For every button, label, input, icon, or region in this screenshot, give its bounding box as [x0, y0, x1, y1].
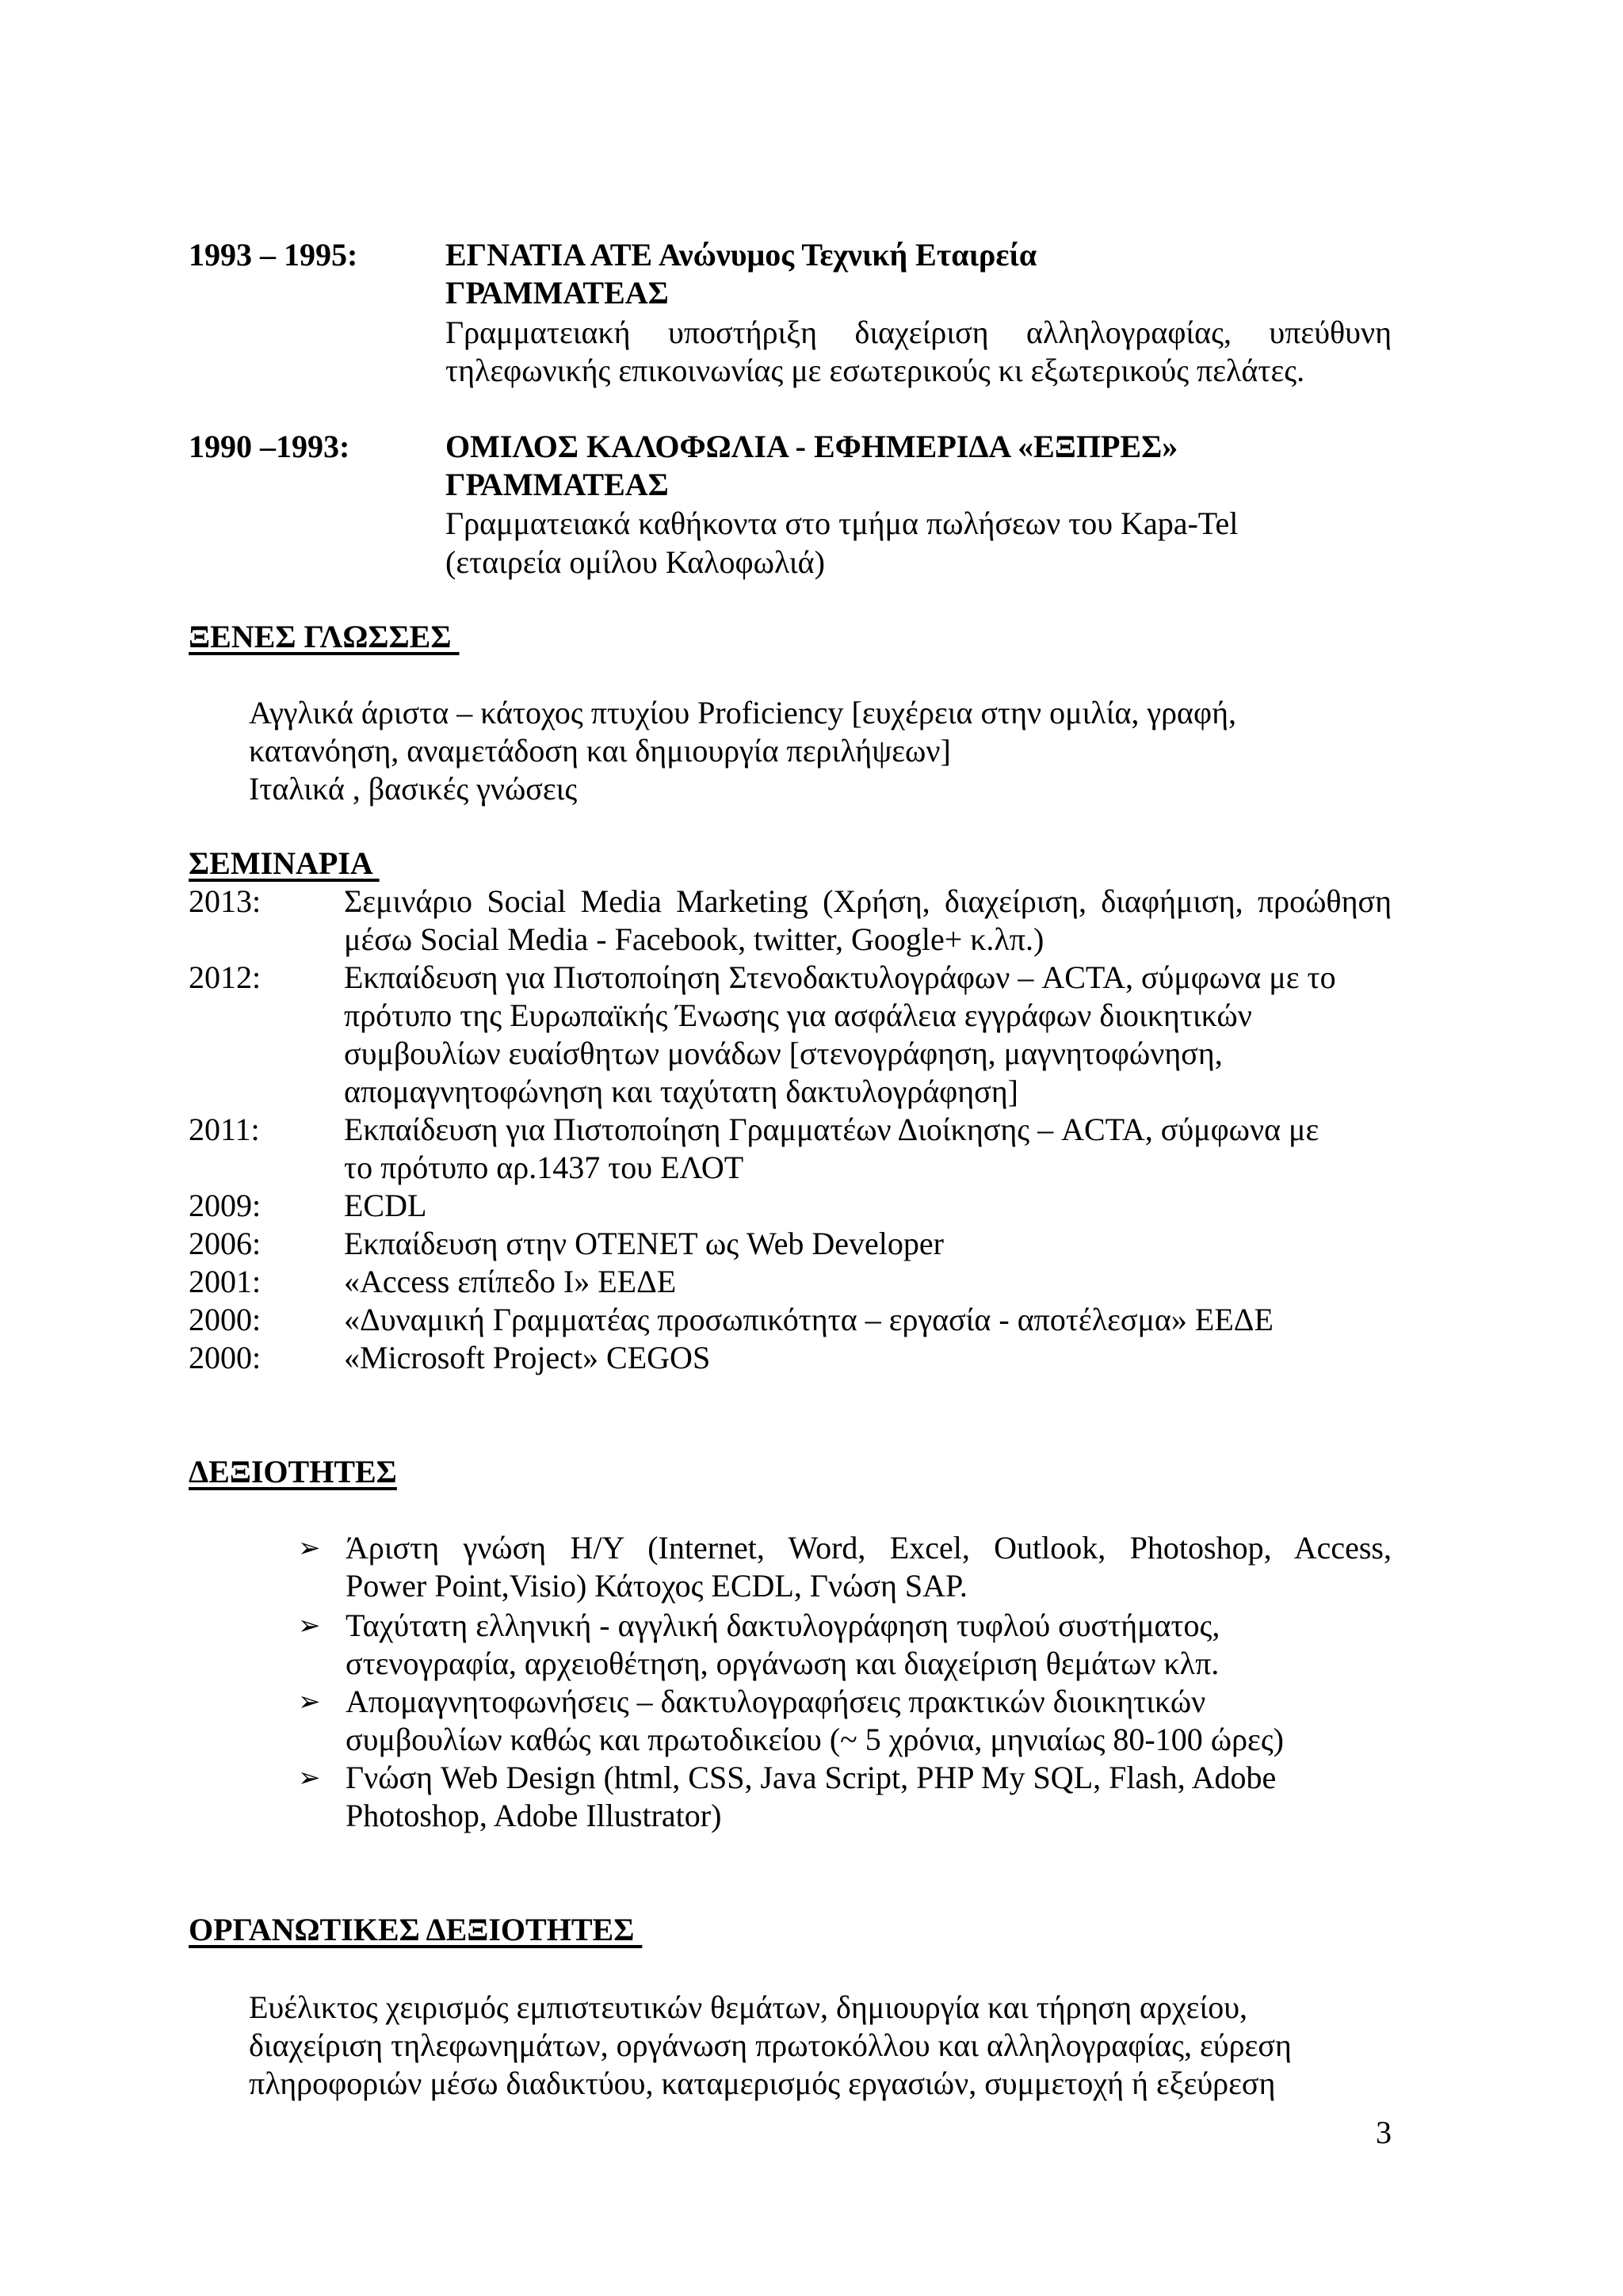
seminar-year: 2013:	[189, 883, 262, 919]
seminar-year: 2001:	[189, 1264, 262, 1299]
experience-description: Γραμματειακή υποστήριξη διαχείριση αλληλογραφίας, υπεύθυνη	[445, 315, 1392, 350]
seminar-year: 2011:	[189, 1112, 260, 1147]
seminar-year: 2006:	[189, 1226, 262, 1261]
skill-text: Άριστη γνώση Η/Υ (Internet, Word, Excel, Outlook, Photoshop, Access, Power Point,Visio) Κάτοχος ECDL, Γνώση SAP.	[346, 1530, 1392, 1604]
seminar-year: 2012:	[189, 959, 262, 995]
languages-text: Ιταλικά , βασικές γνώσεις	[249, 771, 578, 807]
seminar-year: 2009:	[189, 1188, 262, 1223]
seminar-text: Εκπαίδευση για Πιστοποίηση Στενοδακτυλογράφων – ACTA, σύμφωνα με το πρότυπο της Ευρωπαϊκής Ένωσης για ασφάλεια εγγράφων διοικητικών συμβουλίων ευαίσθητων μονάδων [στενογράφηση, μαγνητοφώνηση, απομαγνητοφώνηση και ταχύτατη δακτυλογράφηση]	[344, 959, 1336, 1109]
languages-text: κατανόηση, αναμετάδοση και δημιουργία περιλήψεων]	[249, 733, 951, 769]
experience-period: 1990 –1993:	[189, 429, 350, 464]
organizational-text: πληροφοριών μέσω διαδικτύου, καταμερισμός εργασιών, συμμετοχή ή εξεύρεση	[249, 2065, 1276, 2101]
skill-text: Απομαγνητοφωνήσεις – δακτυλογραφήσεις πρακτικών διοικητικών συμβουλίων καθώς και πρωτοδικείου (~ 5 χρόνια, μηνιαίως 80-100 ώρες)	[346, 1684, 1284, 1757]
seminar-text: ECDL	[344, 1188, 427, 1223]
seminar-year: 2000:	[189, 1302, 262, 1337]
arrow-bullet-icon: ➢	[298, 1610, 321, 1642]
experience-company: ΕΓΝΑΤΙΑ ΑΤΕ Ανώνυμος Τεχνική Εταιρεία	[445, 237, 1037, 273]
seminar-year: 2000:	[189, 1340, 262, 1375]
seminar-text: Σεμινάριο Social Media Marketing (Χρήση, διαχείριση, διαφήμιση, προώθηση μέσω Social Media - Facebook, twitter, Google+ κ.λπ.)	[344, 883, 1392, 957]
experience-description: Γραμματειακά καθήκοντα στο τμήμα πωλήσεων του Kapa-Tel	[445, 505, 1239, 541]
seminar-text: «Access επίπεδο Ι» ΕΕΔΕ	[344, 1264, 677, 1299]
seminars-heading: ΣΕΜΙΝΑΡΙΑ	[189, 845, 380, 881]
experience-role: ΓΡΑΜΜΑΤΕΑΣ	[445, 275, 669, 311]
experience-description: τηλεφωνικής επικοινωνίας με εσωτερικούς κι εξωτερικούς πελάτες.	[445, 353, 1305, 388]
seminar-text: Εκπαίδευση για Πιστοποίηση Γραμματέων Διοίκησης – ACTA, σύμφωνα με το πρότυπο αρ.1437 του ΕΛΟΤ	[344, 1112, 1319, 1185]
arrow-bullet-icon: ➢	[298, 1762, 321, 1794]
experience-company: ΟΜΙΛΟΣ ΚΑΛΟΦΩΛΙΑ - ΕΦΗΜΕΡΙΔΑ «ΕΞΠΡΕΣ»	[445, 429, 1178, 464]
arrow-bullet-icon: ➢	[298, 1686, 321, 1718]
organizational-heading: ΟΡΓΑΝΩΤΙΚΕΣ ΔΕΞΙΟΤΗΤΕΣ	[189, 1912, 643, 1947]
organizational-text: διαχείριση τηλεφωνημάτων, οργάνωση πρωτοκόλλου και αλληλογραφίας, εύρεση	[249, 2027, 1292, 2063]
experience-description: (εταιρεία ομίλου Καλοφωλιά)	[445, 544, 825, 580]
page-number: 3	[1376, 2115, 1392, 2150]
seminar-text: «Microsoft Project» CEGOS	[344, 1340, 711, 1375]
seminar-text: «Δυναμική Γραμματέας προσωπικότητα – εργασία - αποτέλεσμα» ΕΕΔΕ	[344, 1302, 1274, 1337]
experience-role: ΓΡΑΜΜΑΤΕΑΣ	[445, 467, 669, 502]
languages-heading: ΞΕΝΕΣ ΓΛΩΣΣΕΣ	[189, 619, 460, 654]
organizational-text: Ευέλικτος χειρισμός εμπιστευτικών θεμάτων, δημιουργία και τήρηση αρχείου,	[249, 1989, 1248, 2025]
seminar-text: Εκπαίδευση στην ΟΤΕΝΕΤ ως Web Developer	[344, 1226, 944, 1261]
arrow-bullet-icon: ➢	[298, 1532, 321, 1564]
skills-heading: ΔΕΞΙΟΤΗΤΕΣ	[189, 1454, 397, 1489]
skill-text: Ταχύτατη ελληνική - αγγλική δακτυλογράφηση τυφλού συστήματος, στενογραφία, αρχειοθέτηση, οργάνωση και διαχείριση θεμάτων κλπ.	[346, 1608, 1220, 1681]
experience-period: 1993 – 1995:	[189, 237, 358, 273]
skill-text: Γνώση Web Design (html, CSS, Java Script, PHP My SQL, Flash, Adobe Photoshop, Adobe Illustrator)	[346, 1760, 1277, 1833]
languages-text: Αγγλικά άριστα – κάτοχος πτυχίου Proficiency [ευχέρεια στην ομιλία, γραφή,	[249, 695, 1237, 730]
